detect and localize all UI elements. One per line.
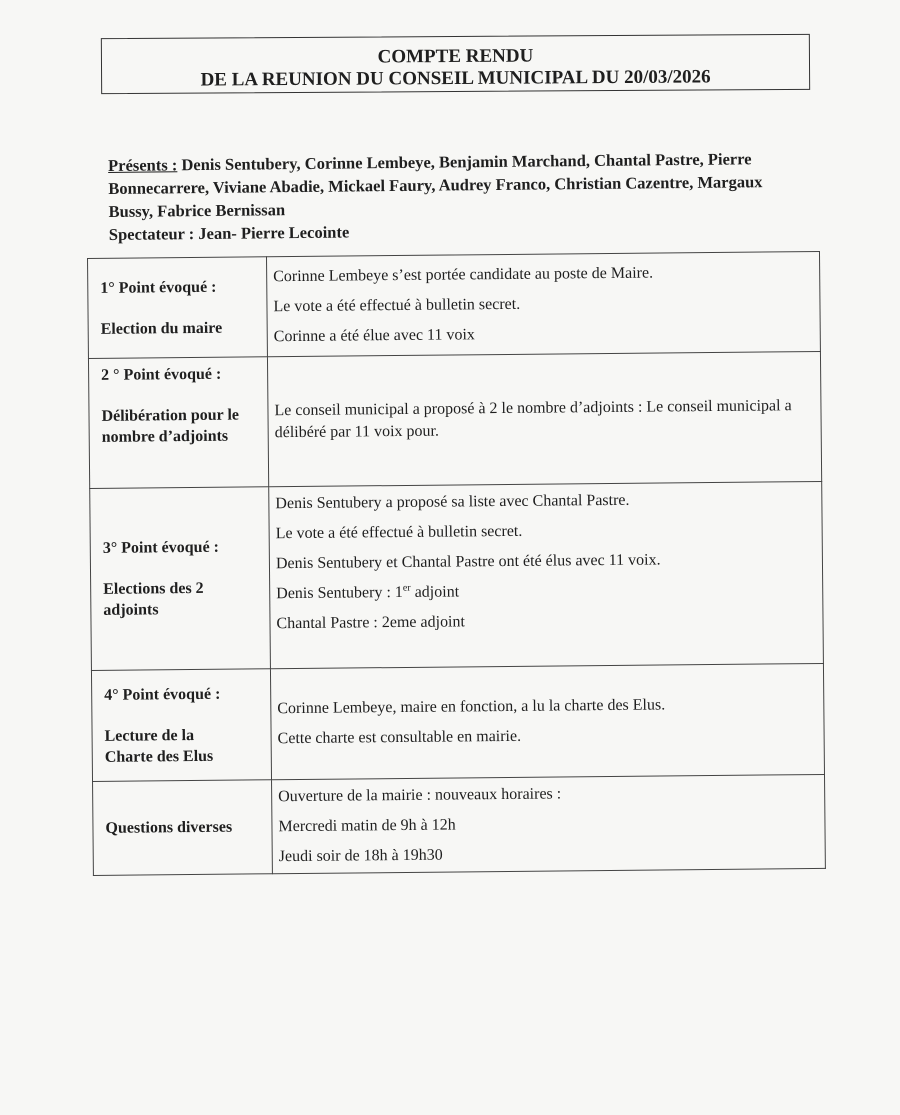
point-cell [90, 487, 271, 671]
detail-line: Chantal Pastre : 2eme adjoint [276, 613, 465, 633]
detail-line: Mercredi matin de 9h à 12h [278, 815, 456, 835]
detail-line: Ouverture de la mairie : nouveaux horaires : [278, 784, 562, 805]
minutes-table [87, 251, 826, 876]
detail-line: Cette charte est consultable en mairie. [277, 727, 522, 748]
point-title: 1° Point évoqué : [100, 278, 217, 297]
detail-line: Corinne Lembeye, maire en fonction, a lu la charte des Elus. [277, 696, 666, 718]
point-subject: Elections des 2 adjoints [103, 579, 204, 619]
title-line-2: DE LA REUNION DU CONSEIL MUNICIPAL DU 20/03/2026 [200, 66, 711, 91]
point-title: 4° Point évoqué : [104, 685, 221, 704]
present-names: Denis Sentubery, Corinne Lembeye, Benjamin Marchand, Chantal Pastre, Pierre Bonnecarrere, Viviane Abadie, Mickael Faury, Audrey Franco, Christian Cazentre, Margaux Bussy, Fabrice Bernissan [108, 149, 763, 221]
detail-line: Le vote a été effectué à bulletin secret. [273, 295, 521, 315]
point-cell [93, 780, 273, 876]
point-title: 2 ° Point évoqué : [101, 365, 222, 384]
point-cell [88, 357, 268, 489]
first-deputy-line: Denis Sentubery : 1er adjoint [276, 582, 460, 603]
table-row [90, 481, 824, 670]
point-title: 3° Point évoqué : [102, 538, 220, 557]
detail-line: Jeudi soir de 18h à 19h30 [278, 846, 443, 865]
detail-line: Le vote a été effectué à bulletin secret. [275, 522, 523, 543]
detail-line: Corinne a été élue avec 11 voix [273, 325, 475, 345]
detail-line: Le conseil municipal a proposé à 2 le nombre d’adjoints : Le conseil municipal a délibéré par 11 voix pour. [274, 396, 792, 441]
point-subject: Délibération pour le nombre d’adjoints [101, 406, 240, 446]
spectator-line: Spectateur : Jean- Pierre Lecointe [108, 222, 350, 244]
point-detail-cell [267, 351, 821, 486]
point-subject: Lecture de la Charte des Elus [104, 726, 214, 766]
point-detail-cell [272, 774, 826, 873]
point-title: Questions diverses [105, 818, 233, 837]
point-cell [91, 669, 271, 782]
detail-line: Corinne Lembeye s’est portée candidate au poste de Maire. [273, 264, 654, 285]
table-row [91, 663, 824, 781]
table-row [88, 251, 821, 358]
present-list [108, 147, 789, 223]
detail-line: Denis Sentubery et Chantal Pastre ont été élus avec 11 voix. [275, 551, 661, 573]
point-subject: Election du maire [100, 319, 223, 338]
point-cell [88, 257, 268, 359]
point-detail-cell [266, 251, 820, 356]
table-row [93, 774, 826, 875]
point-detail-cell [269, 481, 824, 668]
detail-line: Denis Sentubery a proposé sa liste avec Chantal Pastre. [275, 491, 630, 513]
table-row [88, 351, 821, 488]
title-line-1: COMPTE RENDU [377, 45, 534, 68]
attendance-block [108, 147, 789, 246]
point-detail-cell [270, 663, 824, 779]
title-box [101, 34, 810, 94]
present-label: Présents : [108, 155, 178, 175]
